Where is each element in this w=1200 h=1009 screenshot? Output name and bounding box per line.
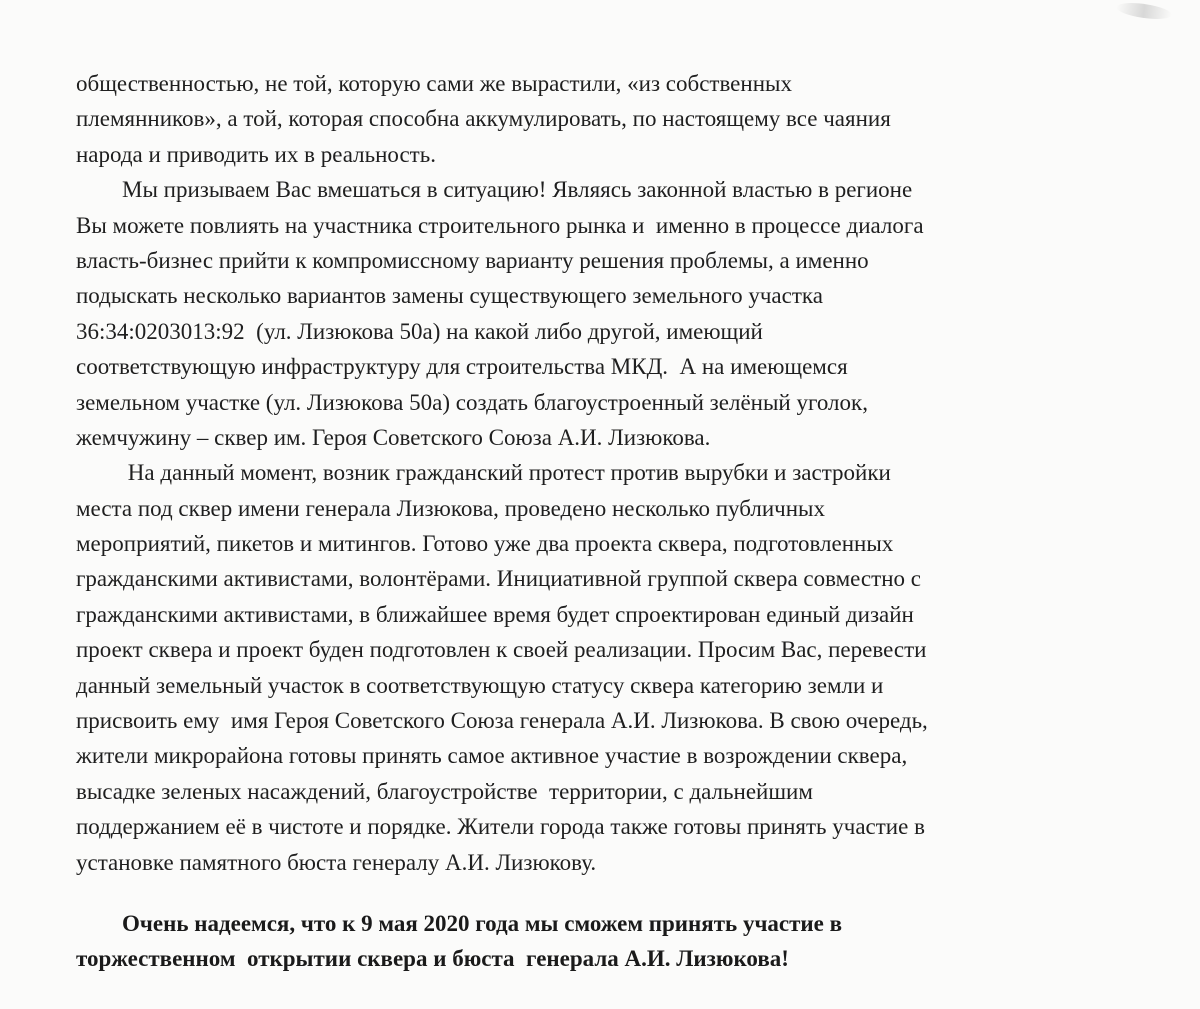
text-line: племянников», а той, которая способна аккумулировать, по настоящему все чаяния (76, 106, 891, 132)
closing-statement (76, 906, 1156, 977)
text-line: Мы призываем Вас вмешаться в ситуацию! Являясь законной властью в регионе (76, 177, 913, 203)
text-line: жители микрорайона готовы принять самое активное участие в возрождении сквера, (76, 743, 908, 769)
text-line: мероприятий, пикетов и митингов. Готово уже два проекта сквера, подготовленных (76, 531, 894, 557)
text-line: установке памятного бюста генералу А.И. Лизюкову. (76, 849, 597, 875)
text-line: 36:34:0203013:92 (ул. Лизюкова 50а) на какой либо другой, имеющий (76, 318, 763, 344)
text-line: гражданскими активистами, волонтёрами. Инициативной группой сквера совместно с (76, 566, 921, 592)
text-line: гражданскими активистами, в ближайшее время будет спроектирован единый дизайн (76, 601, 914, 627)
paragraph-protest (76, 455, 1156, 880)
text-line: общественностью, не той, которую сами же вырастили, «из собственных (76, 71, 792, 96)
text-line: земельном участке (ул. Лизюкова 50а) создать благоустроенный зелёный уголок, (76, 389, 868, 415)
text-line: Очень надеемся, что к 9 мая 2020 года мы сможем принять участие в (76, 910, 843, 936)
text-line: проект сквера и проект буден подготовлен к своей реализации. Просим Вас, перевести (76, 637, 927, 663)
text-line: жемчужину – сквер им. Героя Советского Союза А.И. Лизюкова. (76, 424, 711, 450)
text-line: власть-бизнес прийти к компромиссному варианту решения проблемы, а именно (76, 247, 869, 273)
text-line: высадке зеленых насаждений, благоустройстве территории, с дальнейшим (76, 778, 813, 804)
text-line: Вы можете повлиять на участника строительного рынка и именно в процессе диалога (76, 212, 924, 238)
paragraph-continuation (76, 66, 1156, 172)
text-line: поддержанием её в чистоте и порядке. Жители города также готовы принять участие в (76, 814, 925, 840)
text-line: данный земельный участок в соответствующую статусу сквера категорию земли и (76, 672, 884, 698)
text-line: торжественном открытии сквера и бюста генерала А.И. Лизюкова! (76, 946, 789, 972)
text-line: народа и приводить их в реальность. (76, 141, 436, 167)
text-line: места под сквер имени генерала Лизюкова, проведено несколько публичных (76, 495, 825, 521)
text-line: соответствующую инфраструктуру для строительства МКД. А на имеющемся (76, 354, 848, 380)
text-line: подыскать несколько вариантов замены существующего земельного участка (76, 283, 823, 309)
text-line: На данный момент, возник гражданский протест против вырубки и застройки (76, 460, 891, 486)
text-line: присвоить ему имя Героя Советского Союза генерала А.И. Лизюкова. В свою очередь, (76, 708, 928, 734)
scan-smudge (1115, 0, 1172, 22)
paragraph-appeal (76, 172, 1156, 455)
letter-body (76, 66, 1156, 977)
